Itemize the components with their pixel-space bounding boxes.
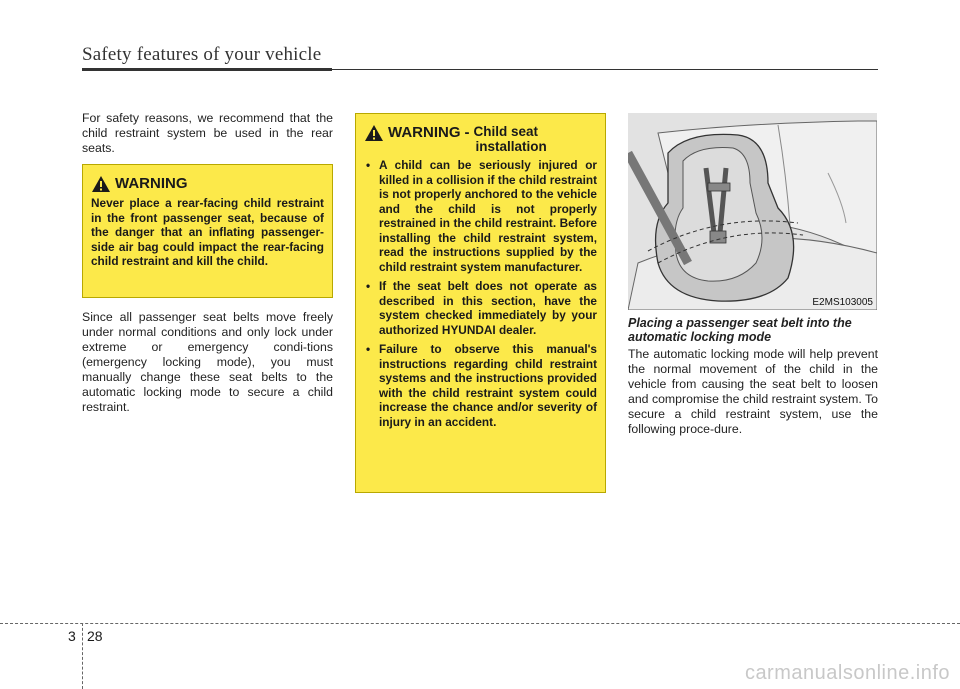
page-header-title: Safety features of your vehicle xyxy=(82,44,322,65)
locking-mode-paragraph: Since all passenger seat belts move freely under normal conditions and only lock under extreme or emergency condi-tions (emergency locking mode), you must manually change these seat belts to the automatic locking mode to secure a child restraint. xyxy=(82,310,333,414)
warning-list-item: • If the seat belt does not operate as described in this section, have the system checked immediately by your authorized HYUNDAI dealer. xyxy=(364,279,597,337)
child-seat-drawing xyxy=(628,113,877,310)
warning-triangle-icon xyxy=(91,175,111,193)
warning-list-item: • A child can be seriously injured or killed in a collision if the child restraint is not properly anchored to the vehicle and the child is not properly restrained in the child restraint. Before installing the child restraint system, read the instructions supplied by the child restraint system manufacturer. xyxy=(364,158,597,274)
warning-header xyxy=(91,175,324,193)
warning-subtitle-line1: Child seat xyxy=(473,124,539,139)
warning-box-child-seat xyxy=(355,113,606,493)
footer-rule xyxy=(0,623,960,624)
warning-title: WARNING xyxy=(115,175,188,192)
warning-header xyxy=(364,124,597,154)
warning-subtitle xyxy=(474,124,547,154)
page-number: 28 xyxy=(87,628,103,644)
footer-divider xyxy=(82,623,83,689)
figure-code: E2MS103005 xyxy=(812,297,873,308)
automatic-locking-paragraph: The automatic locking mode will help prevent the normal movement of the child in the vehicle from causing the seat belt to loosen and compromise the child restraint system. To secure a child restraint system, use the following proce-dure. xyxy=(628,347,878,436)
warning-subtitle-line2: installation xyxy=(475,139,547,154)
warning-separator: - xyxy=(464,124,470,141)
warning-triangle-icon xyxy=(364,124,384,142)
header-rule-thin xyxy=(332,69,878,70)
warning-list-item: • Failure to observe this manual's instructions regarding child restraint systems and the instructions provided with the child restraint system could increase the chance and/or severity of injury in an accident. xyxy=(364,342,597,429)
intro-paragraph: For safety reasons, we recommend that the child restraint system be used in the rear seats. xyxy=(82,111,333,155)
section-subheading: Placing a passenger seat belt into the automatic locking mode xyxy=(628,316,852,344)
warning-body: Never place a rear-facing child restraint in the front passenger seat, because of the danger that an inflating passenger-side air bag could impact the rear-facing child restraint and kill the child. xyxy=(91,196,324,268)
child-seat-illustration xyxy=(628,113,877,310)
watermark-text: carmanualsonline.info xyxy=(744,662,950,684)
header-rule-thick xyxy=(82,68,332,71)
page-section-number: 3 xyxy=(68,628,76,644)
warning-title: WARNING xyxy=(388,124,461,141)
warning-box-rear-facing xyxy=(82,164,333,298)
warning-list xyxy=(364,158,597,429)
